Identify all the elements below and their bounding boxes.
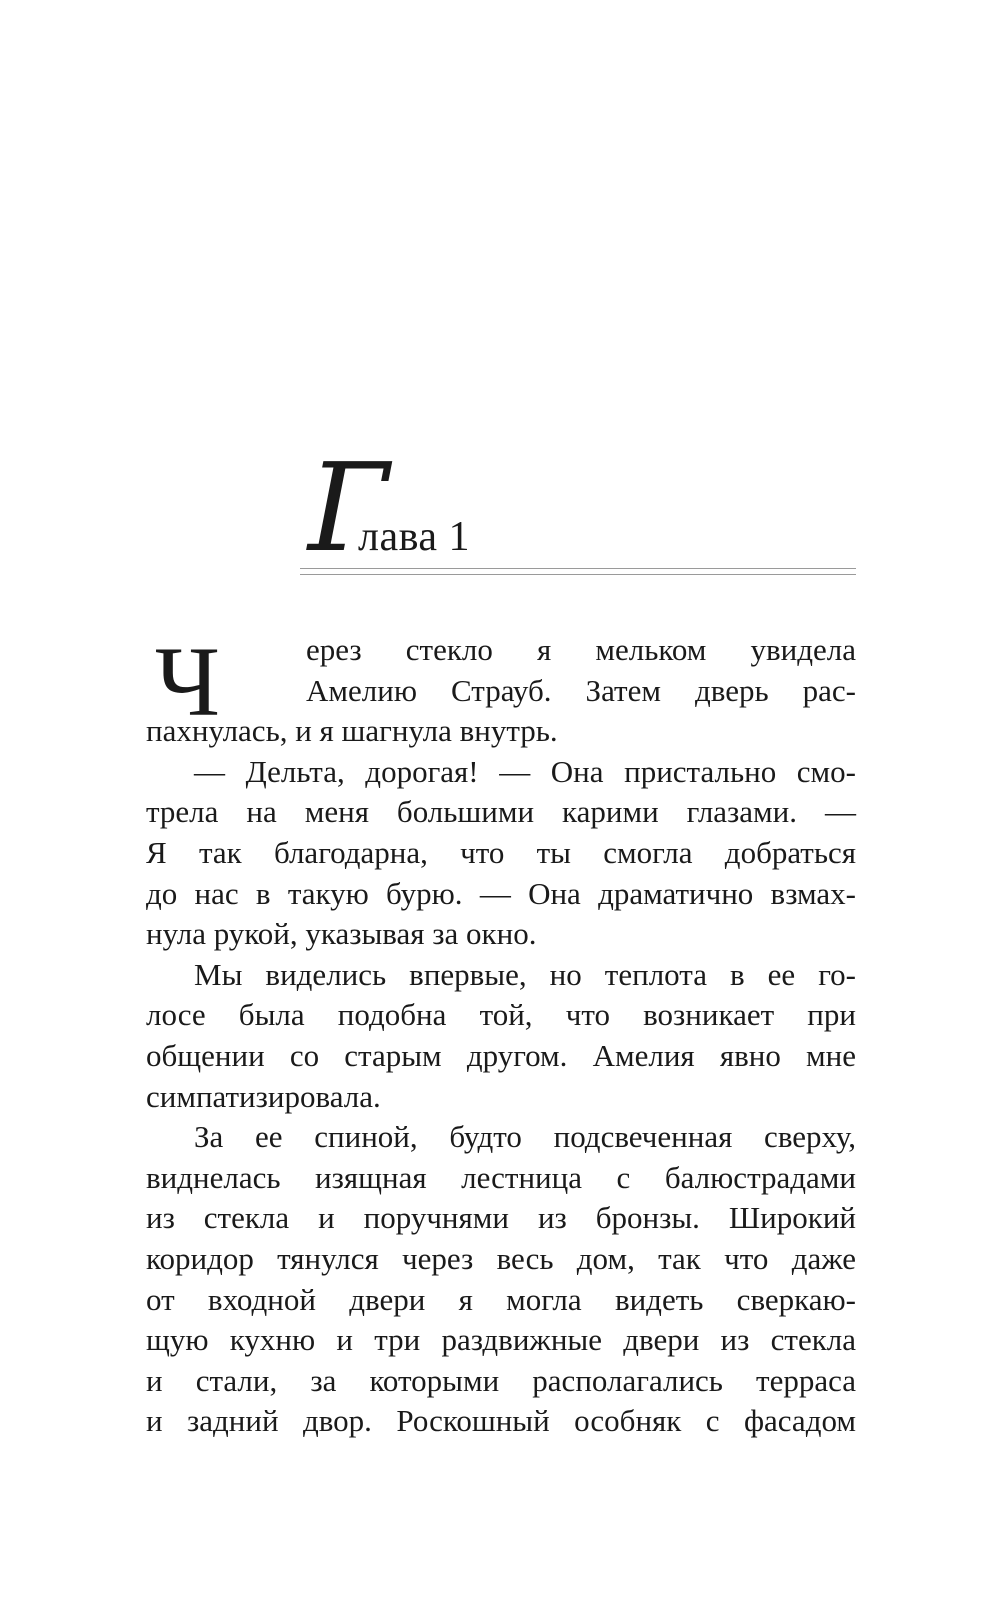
text-line: симпатизировала.	[146, 1078, 381, 1114]
text-line: коридор тянулся через весь дом, так что даже	[146, 1240, 856, 1276]
chapter-title: лава 1	[358, 514, 471, 560]
text-line: Амелию Страуб. Затем дверь рас-	[306, 672, 856, 708]
text-line: общении со старым другом. Амелия явно мне	[146, 1037, 856, 1073]
text-line: пахнулась, и я шагнула внутрь.	[146, 713, 558, 749]
text-line: Мы виделись впервые, но теплота в ее го-	[194, 956, 856, 992]
text-line: трела на меня большими карими глазами. —	[146, 794, 856, 830]
text-line: до нас в такую бурю. — Она драматично взмах-	[146, 875, 856, 911]
chapter-heading	[300, 437, 860, 579]
text-line: и задний двор. Роскошный особняк с фасадом	[146, 1403, 856, 1439]
text-line: из стекла и поручнями из бронзы. Широкий	[146, 1200, 856, 1236]
text-line: щую кухню и три раздвижные двери из стекла	[146, 1322, 856, 1358]
text-line: За ее спиной, будто подсвеченная сверху,	[194, 1119, 856, 1155]
chapter-divider	[300, 568, 856, 575]
text-line: и стали, за которыми располагались терраса	[146, 1362, 856, 1398]
text-line: виднелась изящная лестница с балюстрадами	[146, 1159, 856, 1195]
body-text	[146, 626, 856, 1442]
text-line: ерез стекло я мельком увидела	[306, 632, 856, 667]
text-line: — Дельта, дорогая! — Она пристально смо-	[194, 753, 856, 789]
text-line: от входной двери я могла видеть сверкаю-	[146, 1281, 856, 1317]
text-line: нула рукой, указывая за окно.	[146, 916, 537, 952]
drop-cap: Ч	[155, 626, 220, 737]
text-line: Я так благодарна, что ты смогла добраться	[146, 834, 856, 870]
chapter-ornate-initial: Г	[308, 437, 389, 579]
text-line: лосе была подобна той, что возникает при	[146, 997, 856, 1033]
